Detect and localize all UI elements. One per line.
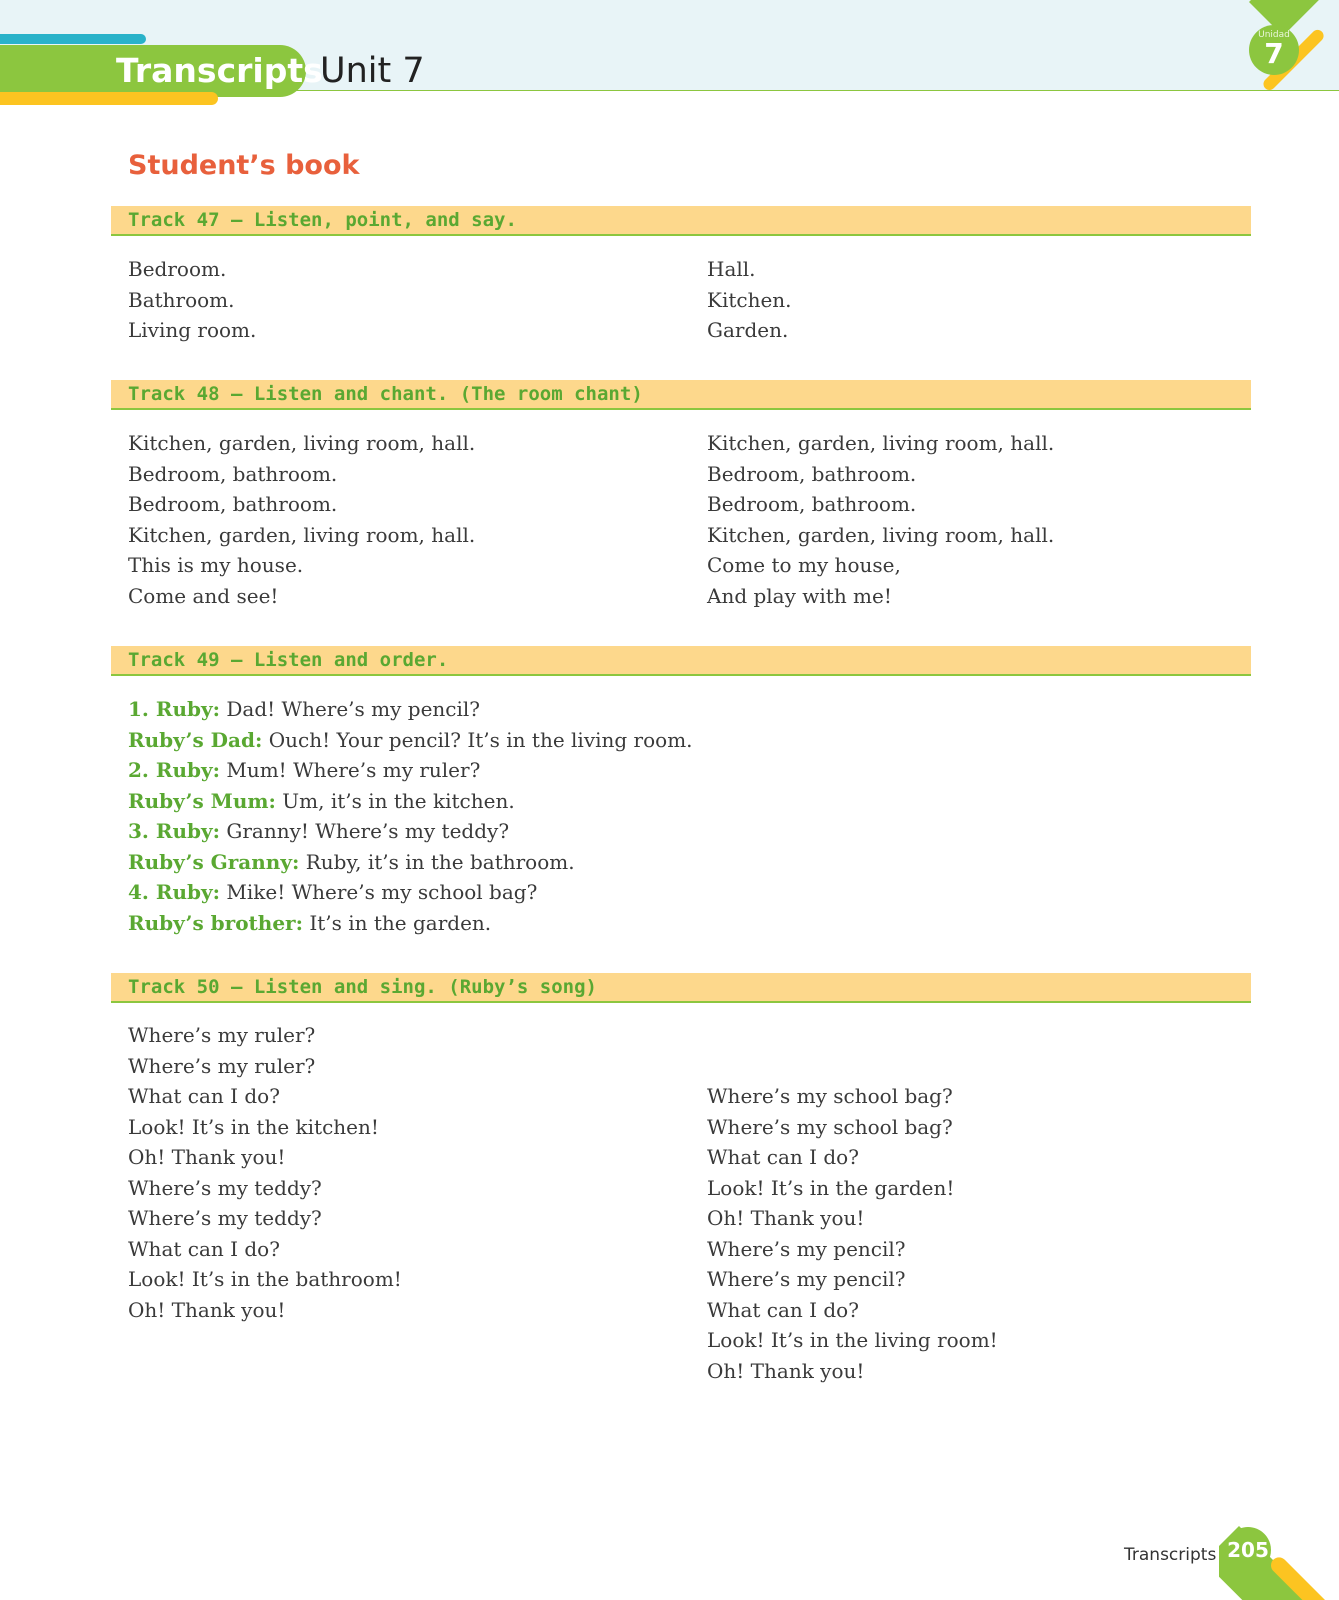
track-47-left-line: Bedroom.	[128, 257, 227, 281]
track-48-left-column	[128, 428, 475, 611]
song-line: Oh! Thank you!	[707, 1206, 865, 1230]
header-transcripts-title: Transcripts	[116, 51, 323, 90]
header-unit-title: Unit 7	[320, 51, 425, 91]
header-blue-stripe	[0, 34, 146, 44]
track-48-right-line: Bedroom, bathroom.	[707, 461, 917, 486]
track-48-right-line: Kitchen, garden, living room, hall.	[707, 431, 1055, 455]
song-line: Look! It’s in the kitchen!	[128, 1114, 379, 1139]
dialogue-text: Um, it’s in the kitchen.	[275, 788, 515, 813]
track-48-right-line: Kitchen, garden, living room, hall.	[707, 522, 1055, 547]
track-48-left-line: This is my house.	[128, 553, 304, 577]
track-50-right-column	[707, 1081, 998, 1386]
track-47-label: Track 47 – Listen, point, and say.	[128, 209, 517, 231]
track-47-right-column	[707, 254, 792, 346]
dialogue-line	[128, 725, 693, 756]
track-49-bar	[111, 646, 1251, 676]
track-50-left-column	[128, 1020, 402, 1325]
footer-label: Transcripts	[1124, 1545, 1217, 1565]
song-line: Where’s my pencil?	[707, 1236, 906, 1261]
dialogue-speaker: Ruby’s Mum:	[128, 788, 276, 813]
dialogue-line	[128, 755, 693, 786]
track-48-left-line: Kitchen, garden, living room, hall.	[128, 431, 476, 455]
dialogue-line	[128, 694, 693, 725]
track-50-label: Track 50 – Listen and sing. (Ruby’s song)	[128, 976, 597, 998]
dialogue-line	[128, 847, 693, 878]
dialogue-text: Granny! Where’s my teddy?	[220, 819, 510, 843]
dialogue-text: Mum! Where’s my ruler?	[220, 758, 481, 782]
track-48-left-line: Come and see!	[128, 583, 279, 608]
dialogue-speaker: 2. Ruby:	[128, 758, 220, 782]
track-49-label: Track 49 – Listen and order.	[128, 649, 449, 671]
dialogue-speaker: Ruby’s Dad:	[128, 727, 263, 752]
track-48-right-line: And play with me!	[707, 583, 892, 608]
dialogue-text: Dad! Where’s my pencil?	[220, 697, 481, 721]
track-47-right-line: Hall.	[707, 257, 756, 281]
song-line: Oh! Thank you!	[128, 1297, 286, 1322]
track-48-left-line: Bedroom, bathroom.	[128, 492, 338, 516]
track-48-label: Track 48 – Listen and chant. (The room chant)	[128, 383, 643, 405]
dialogue-text: It’s in the garden.	[302, 910, 492, 935]
track-47-right-line: Garden.	[707, 318, 789, 342]
track-48-bar	[111, 380, 1251, 410]
dialogue-line	[128, 908, 693, 939]
dialogue-speaker: 4. Ruby:	[128, 880, 220, 904]
dialogue-line	[128, 877, 693, 908]
track-47-right-line: Kitchen.	[707, 287, 792, 312]
unit-badge-label: Unidad	[1258, 30, 1290, 40]
song-line: What can I do?	[128, 1084, 280, 1108]
track-48-right-line: Come to my house,	[707, 553, 901, 577]
dialogue-speaker: 1. Ruby:	[128, 697, 220, 721]
track-49-dialogue	[128, 694, 693, 938]
track-48-right-column	[707, 428, 1054, 611]
unit-badge	[1249, 25, 1299, 75]
song-line: What can I do?	[707, 1297, 859, 1322]
song-line: Where’s my school bag?	[707, 1084, 953, 1108]
song-line: Where’s my ruler?	[128, 1023, 316, 1047]
song-line: Look! It’s in the living room!	[707, 1328, 998, 1352]
dialogue-text: Ouch! Your pencil? It’s in the living room.	[262, 727, 693, 752]
track-47-bar	[111, 206, 1251, 236]
song-line: Where’s my teddy?	[128, 1206, 322, 1230]
dialogue-text: Ruby, it’s in the bathroom.	[299, 849, 575, 874]
dialogue-speaker: Ruby’s brother:	[128, 910, 303, 935]
song-line: Oh! Thank you!	[707, 1358, 865, 1383]
song-line: What can I do?	[707, 1145, 859, 1169]
song-line: What can I do?	[128, 1236, 280, 1261]
song-line: Oh! Thank you!	[128, 1145, 286, 1169]
song-line: Where’s my teddy?	[128, 1175, 322, 1200]
song-line: Where’s my pencil?	[707, 1267, 906, 1291]
song-line: Look! It’s in the garden!	[707, 1175, 955, 1200]
song-line: Where’s my school bag?	[707, 1114, 953, 1139]
track-48-left-line: Bedroom, bathroom.	[128, 461, 338, 486]
page-number-badge: 205	[1225, 1527, 1271, 1573]
song-line: Where’s my ruler?	[128, 1053, 316, 1078]
song-line: Look! It’s in the bathroom!	[128, 1267, 402, 1291]
track-50-bar	[111, 973, 1251, 1003]
section-title: Student’s book	[128, 150, 360, 181]
track-47-left-column	[128, 254, 256, 346]
dialogue-line	[128, 786, 693, 817]
dialogue-speaker: Ruby’s Granny:	[128, 849, 300, 874]
track-47-left-line: Bathroom.	[128, 287, 235, 312]
track-48-left-line: Kitchen, garden, living room, hall.	[128, 522, 476, 547]
dialogue-text: Mike! Where’s my school bag?	[220, 880, 538, 904]
unit-badge-number: 7	[1264, 37, 1284, 70]
dialogue-speaker: 3. Ruby:	[128, 819, 220, 843]
track-47-left-line: Living room.	[128, 318, 257, 342]
track-48-right-line: Bedroom, bathroom.	[707, 492, 917, 516]
dialogue-line	[128, 816, 693, 847]
